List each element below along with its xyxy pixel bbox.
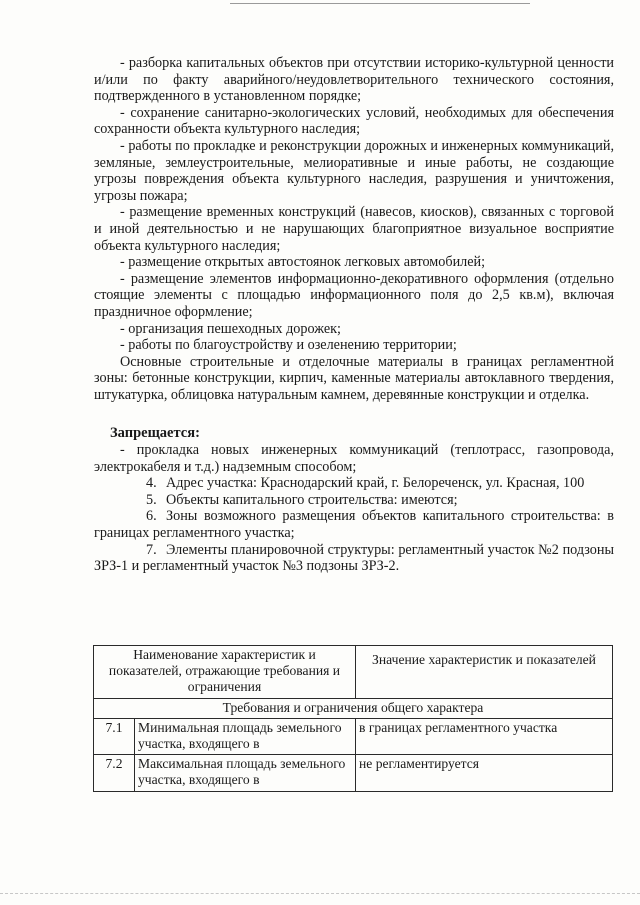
top-scan-rule: [230, 3, 530, 4]
paragraph-3: - работы по прокладке и реконструкции дорожных и инженерных коммуникаций, земляные, землеустроительные, мелиоративные и иные работы, не создающие угрозы повреждения объекта культурного наследия, разрушения и уничтожения, угрозы пожара;: [94, 137, 614, 204]
item-number: 6.: [146, 508, 157, 525]
row-name: Минимальная площадь земельного участка, входящего в: [135, 718, 356, 754]
item-text: Зоны возможного размещения объектов капитального строительства: в границах регламентного участка;: [94, 508, 614, 542]
paragraph-1: - разборка капитальных объектов при отсутствии историко-культурной ценности и/или по факту аварийного/неудовлетворительного технического состояния, подтвержденного в установленном порядке;: [94, 55, 614, 105]
item-number: 4.: [146, 475, 157, 492]
header-characteristics: Наименование характеристик и показателей, отражающие требования и ограничения: [94, 646, 356, 699]
paragraph-4: - размещение временных конструкций (навесов, киосков), связанных с торговой и иной деятельностью и не нарушающих благоприятное визуальное восприятие объекта культурного наследия;: [94, 204, 614, 254]
paragraph-materials: Основные строительные и отделочные материалы в границах регламентной зоны: бетонные конструкции, кирпич, каменные материалы автоклавного твердения, штукатурка, облицовка натуральным камнем, деревянные конструкции и отделка.: [94, 353, 614, 403]
table-row: [94, 755, 613, 791]
numbered-item-6: [94, 508, 614, 541]
bottom-scan-rule: [0, 893, 640, 894]
paragraph-2: - сохранение санитарно-экологических условий, необходимых для обеспечения сохранности объекта культурного наследия;: [94, 104, 614, 138]
item-text: Элементы планировочной структуры: регламентный участок №2 подзоны ЗРЗ-1 и регламентный участок №3 подзоны ЗРЗ-2.: [94, 541, 614, 575]
paragraph-5: - размещение открытых автостоянок легковых автомобилей;: [120, 254, 486, 271]
paragraph-8: - работы по благоустройству и озеленению территории;: [120, 337, 457, 354]
document-body: [94, 55, 614, 575]
paragraph-6: - размещение элементов информационно-декоративного оформления (отдельно стоящие элементы с площадью информационного поля до 2,5 кв.м), включая праздничное оформление;: [94, 270, 614, 320]
header-values: Значение характеристик и показателей: [356, 646, 613, 699]
prohibited-heading: Запрещается:: [110, 425, 200, 442]
section-title: Требования и ограничения общего характера: [94, 698, 613, 718]
row-value: в границах регламентного участка: [356, 718, 613, 754]
numbered-item-4: [94, 475, 614, 492]
item-number: 5.: [146, 491, 157, 508]
prohibited-item-1: - прокладка новых инженерных коммуникаций (теплотрасс, газопровода, электрокабеля и т.д.) надземным способом;: [94, 442, 614, 475]
item-text: Адрес участка: Краснодарский край, г. Белореченск, ул. Красная, 100: [166, 475, 585, 492]
paragraph-7: - организация пешеходных дорожек;: [120, 320, 341, 337]
row-name: Максимальная площадь земельного участка, входящего в: [135, 755, 356, 791]
item-text: Объекты капитального строительства: имеются;: [166, 491, 458, 508]
table-row: [94, 718, 613, 754]
table-header-row: [94, 646, 613, 699]
row-number: 7.2: [94, 755, 135, 791]
item-number: 7.: [146, 541, 157, 558]
table-section-row: [94, 698, 613, 718]
row-number: 7.1: [94, 718, 135, 754]
row-value: не регламентируется: [356, 755, 613, 791]
numbered-item-7: [94, 542, 614, 575]
numbered-item-5: [94, 492, 614, 509]
requirements-table: [93, 645, 613, 792]
